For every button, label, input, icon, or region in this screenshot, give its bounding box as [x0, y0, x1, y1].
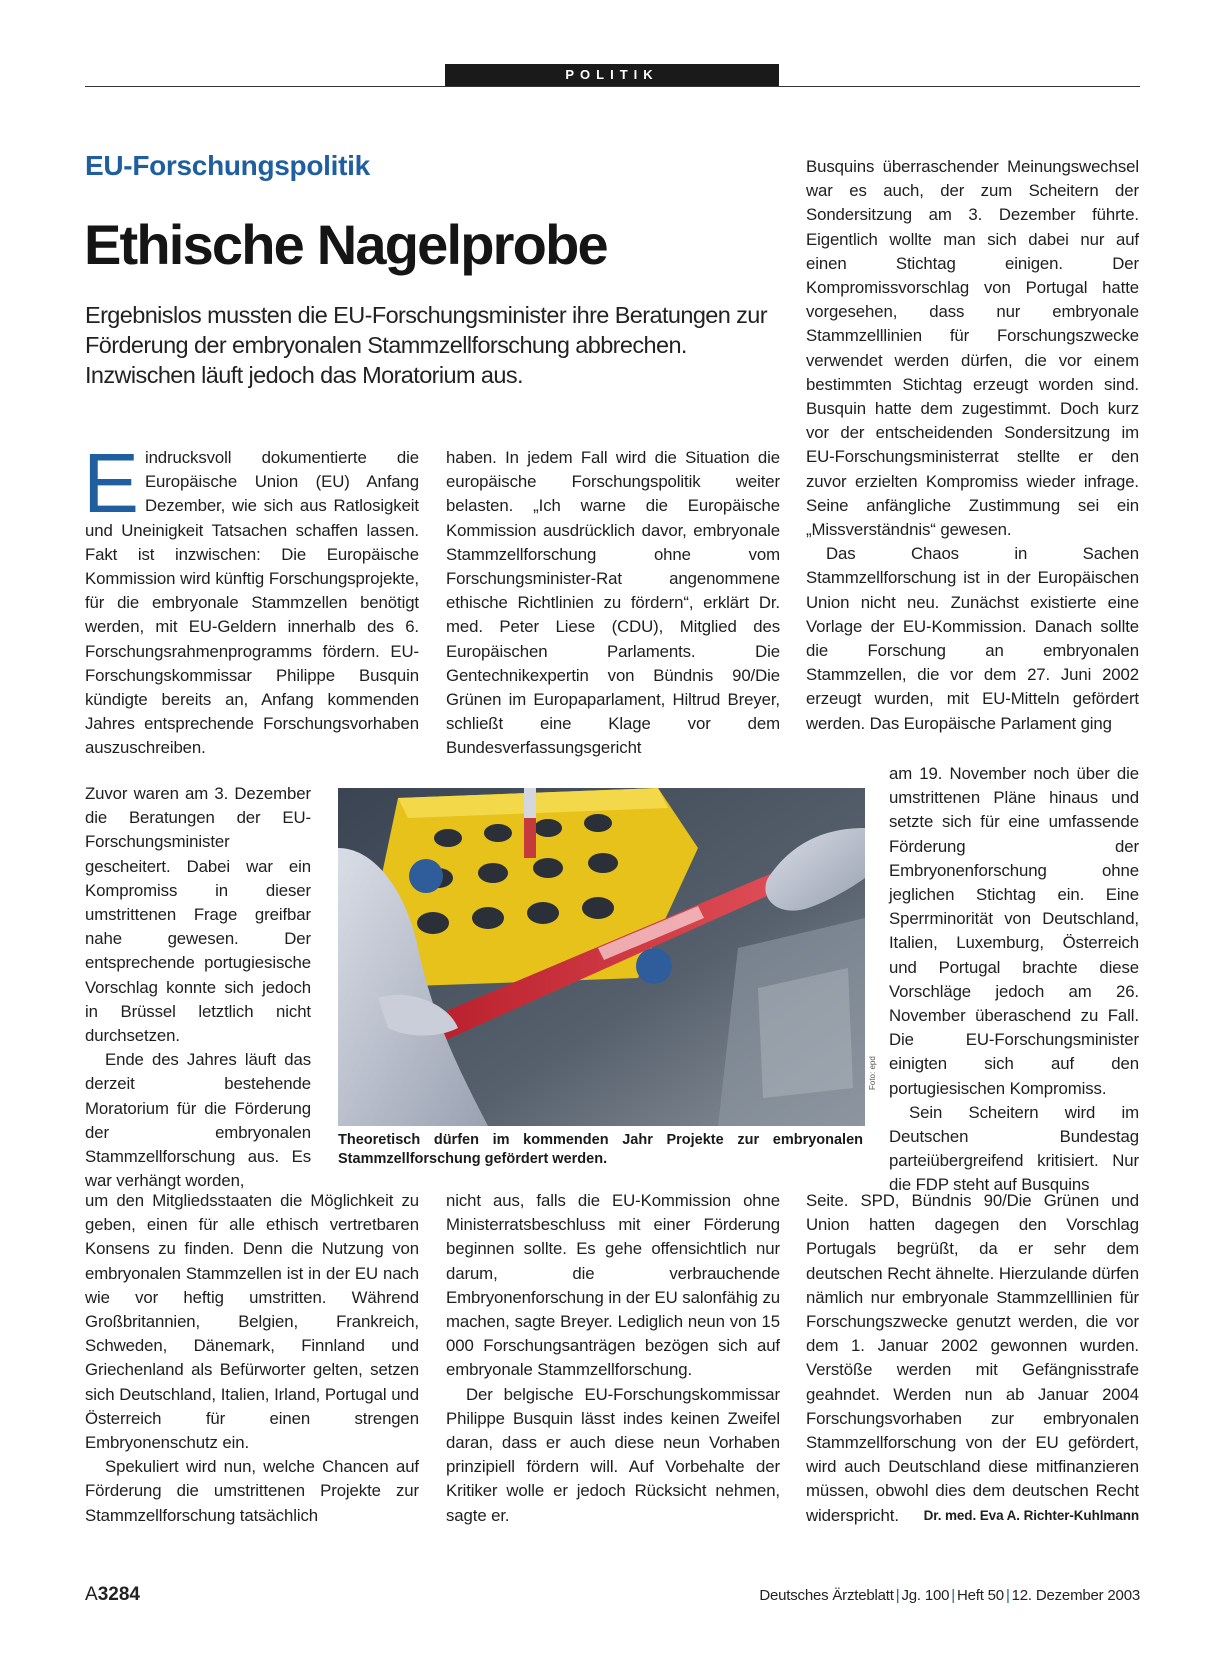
body-paragraph: nicht aus, falls die EU-Kommission ohne Ministerratsbeschluss mit einer Förderung beginnen sollte. Es gehe offensichtlich nur darum, die verbrauchende Embryonenforschung in der EU salonfähig zu machen, sagte Breyer. Lediglich neun von 15 000 Forschungsanträgen bezögen sich auf embryonale Stammzellforschung.: [446, 1191, 780, 1380]
section-label: POLITIK: [445, 64, 779, 86]
journal-name: Deutsches Ärzteblatt: [759, 1587, 894, 1604]
column-1-narrow: [85, 782, 311, 1193]
body-paragraph: Busquins überraschender Meinungswechsel war es auch, der zum Scheitern der Sondersitzung am 3. Dezember führte. Eigentlich wollte man sich dabei nur auf einen Stichtag einigen. Der Kompromissvorschlag von Portugal hatte vorgesehen, dass nur embryonale Stammzelllinien für Forschungszwecke verwendet werden dürfen, die vor einem bestimmten Stichtag erzeugt worden sind. Busquin hatte dem zugestimmt. Doch kurz vor der entscheidenden Sondersitzung im EU-Forschungsministerrat stellte er den zuvor erzielten Kompromiss wieder infrage. Seine anfängliche Zustimmung sei ein „Missverständnis“ gewesen.: [806, 157, 1139, 540]
body-paragraph: Der belgische EU-Forschungskommissar Philippe Busquin lässt indes keinen Zweifel daran, dass er auch diese neun Vorhaben prinzipiell fördern will. Auf Vorbehalte der Kritiker wolle er jedoch Rücksicht nehmen, sagte er.: [446, 1384, 780, 1525]
headline: Ethische Nagelprobe: [84, 213, 607, 276]
column-2-bottom: [446, 1189, 780, 1528]
column-2-top: [446, 446, 780, 761]
body-paragraph: [806, 1189, 1139, 1528]
drop-cap: E: [83, 436, 139, 530]
issue-date: 12. Dezember 2003: [1011, 1587, 1140, 1604]
kicker: EU-Forschungspolitik: [85, 150, 370, 181]
article-photo: [338, 788, 865, 1126]
body-paragraph: haben. In jedem Fall wird die Situation die europäische Forschungspolitik weiter belasten. „Ich warne die Europäische Kommission ausdrücklich davor, embryonale Stammzellforschung ohne vom Forschungsminister-Rat angenommene ethische Richtlinien zu fördern“, erklärt Dr. med. Peter Liese (CDU), Mitglied des Europäischen Parlaments. Die Gentechnikexpertin von Bündnis 90/Die Grünen im Europaparlament, Hiltrud Breyer, schließt eine Klage vor dem Bundesverfassungsgericht: [446, 448, 780, 758]
column-1-top: [83, 436, 419, 761]
lead-paragraph: Ergebnislos mussten die EU-Forschungsminister ihre Beratungen zur Förderung der embryonalen Stammzellforschung abbrechen. Inzwischen läuft jedoch das Moratorium aus.: [85, 302, 767, 388]
page-prefix: A: [85, 1584, 98, 1605]
volume: Jg. 100: [901, 1587, 950, 1604]
body-paragraph: Spekuliert wird nun, welche Chancen auf Förderung die umstrittenen Projekte zur Stammzellforschung tatsächlich: [85, 1457, 419, 1525]
journal-info: Deutsches Ärzteblatt | Jg. 100 | Heft 50 | 12. Dezember 2003: [759, 1587, 1140, 1604]
body-text: Seite. SPD, Bündnis 90/Die Grünen und Union hatten dagegen den Vorschlag Portugals begrüßt, da er sehr dem deutschen Recht ähnelte. Hierzulande dürfen nämlich nur embryonale Stammzelllinien für Forschungszwecke genutzt werden, die vor dem 1. Januar 2002 gewonnen wurden. Verstöße werden mit Gefängnisstrafe geahndet. Werden nun ab Januar 2004 Forschungsvorhaben zur embryonalen Stammzellforschung von der EU gefördert, wird auch Deutschland diese mitfinanzieren müssen, obwohl dies dem deutschen Recht widerspricht.: [806, 1191, 1139, 1525]
body-paragraph: Das Chaos in Sachen Stammzellforschung ist in der Europäischen Union nicht neu. Zunächst existierte eine Vorlage der EU-Kommission. Danach sollte die Forschung an embryonalen Stammzellen, die vor dem 27. Juni 2002 erzeugt wurden, mit EU-Mitteln gefördert werden. Das Europäische Parlament ging: [806, 544, 1139, 733]
issue: Heft 50: [956, 1587, 1004, 1604]
body-paragraph: am 19. November noch über die umstrittenen Pläne hinaus und setzte sich für eine umfassende Förderung der Embryonenforschung ohne jeglichen Stichtag ein. Eine Sperrminorität von Deutschland, Italien, Luxemburg, Österreich und Portugal brachte diese Vorschläge jedoch am 26. November überaschend zu Fall. Die EU-Forschungsminister einigten sich auf den portugiesischen Kompromiss.: [889, 764, 1139, 1098]
column-1-bottom: [85, 1189, 419, 1528]
body-paragraph: um den Mitgliedsstaaten die Möglichkeit zu geben, einen für alle ethisch vertretbaren Konsens zu finden. Denn die Nutzung von embryonalen Stammzellen ist in der EU nach wie vor heftig umstritten. Während Großbritannien, Belgien, Frankreich, Schweden, Dänemark, Finnland und Griechenland als Befürworter gelten, setzen sich Deutschland, Italien, Irland, Portugal und Österreich für einen strengen Embryonenschutz ein.: [85, 1191, 419, 1453]
body-paragraph: Sein Scheitern wird im Deutschen Bundestag parteiübergreifend kritisiert. Nur die FDP steht auf Busquins: [889, 1102, 1139, 1195]
photo-credit: Foto: epd: [868, 1056, 877, 1090]
lab-photo-illustration: [338, 788, 865, 1126]
photo-caption: Theoretisch dürfen im kommenden Jahr Projekte zur embryonalen Stammzellforschung gefördert werden.: [338, 1132, 863, 1167]
body-paragraph: Ende des Jahres läuft das derzeit bestehende Moratorium für die Förderung der embryonalen Stammzellforschung aus. Es war verhängt worden,: [85, 1050, 311, 1191]
body-paragraph: indrucksvoll dokumentierte die Europäische Union (EU) Anfang Dezember, wie sich aus Ratlosigkeit und Uneinigkeit Tatsachen schaffen lassen. Fakt ist inzwischen: Die Europäische Kommission wird künftig Forschungsprojekte, für die embryonale Stammzellen benötigt werden, mit EU-Geldern innerhalb des 6. Forschungsrahmenprogramms fördern. EU-Forschungskommissar Philippe Busquin kündigte bereits an, Anfang kommenden Jahres entsprechende Forschungsvorhaben auszuschreiben.: [85, 448, 419, 758]
column-3-bottom: [806, 1189, 1139, 1528]
column-3-narrow: [889, 762, 1139, 1198]
page-number-value: 3284: [97, 1584, 140, 1605]
author-byline: Dr. med. Eva A. Richter-Kuhlmann: [923, 1507, 1139, 1523]
header-rule: [85, 86, 1140, 87]
column-3-top: [806, 155, 1139, 736]
body-paragraph: Zuvor waren am 3. Dezember die Beratungen der EU-Forschungsminister gescheitert. Dabei war ein Kompromiss in dieser umstrittenen Frage greifbar nahe gewesen. Der entsprechende portugiesische Vorschlag konnte sich jedoch in Brüssel letztlich nicht durchsetzen.: [85, 784, 311, 1046]
page-number: [85, 1584, 140, 1606]
